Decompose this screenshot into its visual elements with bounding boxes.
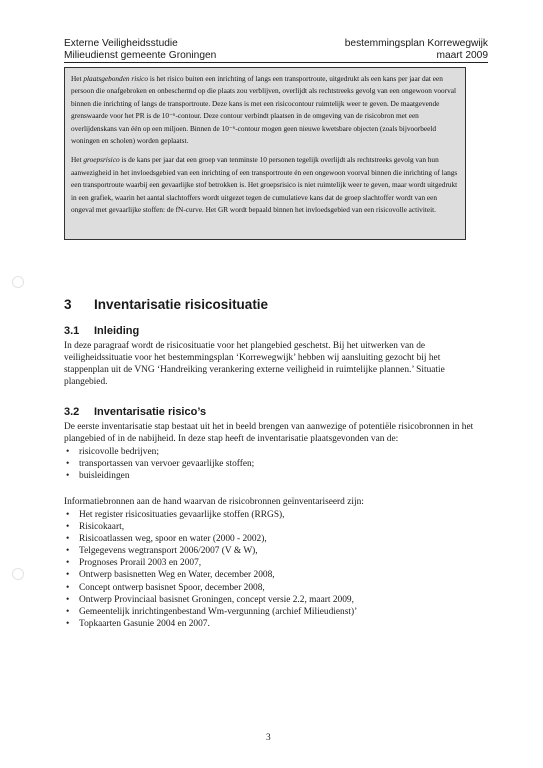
header-plan-title: bestemmingsplan Korrewegwijk xyxy=(344,38,488,49)
list-item: • Het register risicosituaties gevaarlijke stoffen (RRGS), xyxy=(64,509,484,521)
definition-groepsrisico: Het groepsrisico is de kans per jaar dat een groep van tenminste 10 personen tegelijk overlijdt als rechtstreeks gevolg van hun aanwezigheid in het invloedsgebied van een inrichting of een transportroute én een ongewoon voorval binnen die inrichting of langs een transportroute waarbij een gevaarlijke stof betrokken is. Het groepsrisico is niet ruimtelijk weer te geven, maar wordt uitgedrukt in een grafiek, waarin het aantal slachtoffers wordt uitgezet tegen de cumulatieve kans dat de groep slachtoffer wordt van een ongeval met gevaarlijke stoffen: de fN-curve. Het GR wordt bepaald binnen het invloedsgebied van een risicovolle activiteit. xyxy=(71,155,458,215)
punch-hole-top xyxy=(12,276,24,288)
inventarisatie-paragraph: De eerste inventarisatie stap bestaat uit het in beeld brengen van aanwezige of potentiële risicobronnen in het plangebied of in de nabijheid. In deze stap heeft de inventarisatie plaatsgevonden van de: xyxy=(64,422,474,444)
sources-intro: Informatiebronnen aan de hand waarvan de risicobronnen geïnventariseerd zijn: xyxy=(64,497,364,507)
section-heading-inleiding xyxy=(64,325,139,337)
page-header xyxy=(64,38,488,62)
list-item: • Risicokaart, xyxy=(64,521,484,533)
list-item: • Prognoses Prorail 2003 en 2007, xyxy=(64,557,484,569)
inleiding-paragraph: In deze paragraaf wordt de risicosituatie voor het plangebied geschetst. Bij het uitwerken van de veiligheidssituatie voor het bestemmingsplan ‘Korrewegwijk’ hebben wij aansluiting gezocht bij het stappenplan uit de VNG ‘Handreiking verankering externe veiligheid in ruimtelijke plannen.’ Situatie plangebied. xyxy=(64,341,445,387)
information-sources-list xyxy=(64,509,484,630)
list-item: • Ontwerp basisnetten Weg en Water, december 2008, xyxy=(64,569,484,581)
punch-hole-bottom xyxy=(12,568,24,580)
list-item: • risicovolle bedrijven; xyxy=(64,446,484,458)
definition-plaatsgebonden-risico: Het plaatsgebonden risico is het risico buiten een inrichting of langs een transportroute, uitgedrukt als een kans per jaar dat een persoon die onafgebroken en onbeschermd op die plaats zou verblijven, overlijdt als rechtstreeks gevolg van een ongewoon voorval binnen die inrichting of langs de transportroute. Deze kans is met een risicocontour ruimtelijk weer te geven. De maatgevende grenswaarde voor het PR is de 10⁻⁶-contour. Deze contour verbindt plaatsen in de omgeving van de risicobron met een overlijdenskans van één op een miljoen. Binnen de 10⁻⁶-contour mogen geen nieuwe kwetsbare objecten (zoals bijvoorbeeld woningen en scholen) worden geplaatst. xyxy=(71,74,456,146)
header-date: maart 2009 xyxy=(436,50,488,61)
section-number: 3.1 xyxy=(64,325,80,337)
list-item: • transportassen van vervoer gevaarlijke stoffen; xyxy=(64,458,484,470)
term-plaatsgebonden-risico: plaatsgebonden risico xyxy=(83,74,149,83)
list-item: • Topkaarten Gasunie 2004 en 2007. xyxy=(64,618,484,630)
chapter-heading xyxy=(64,297,268,312)
section-title: Inventarisatie risico’s xyxy=(94,406,207,418)
header-study-title: Externe Veiligheidsstudie xyxy=(64,38,178,49)
chapter-number: 3 xyxy=(64,297,72,312)
list-item: • Ontwerp Provinciaal basisnet Groningen, concept versie 2.2, maart 2009, xyxy=(64,594,484,606)
list-item: • Telgegevens wegtransport 2006/2007 (V & W), xyxy=(64,545,484,557)
section-number: 3.2 xyxy=(64,406,80,418)
risk-source-list xyxy=(64,446,484,482)
page-number: 3 xyxy=(266,733,271,743)
term-groepsrisico: groepsrisico xyxy=(83,155,120,165)
section-heading-inventarisatie xyxy=(64,406,206,418)
definition-box xyxy=(64,67,466,240)
header-organisation: Milieudienst gemeente Groningen xyxy=(64,50,217,61)
list-item: • Concept ontwerp basisnet Spoor, december 2008, xyxy=(64,582,484,594)
chapter-title: Inventarisatie risicosituatie xyxy=(94,297,269,312)
list-item: • buisleidingen xyxy=(64,470,484,482)
list-item: • Gemeentelijk inrichtingenbestand Wm-vergunning (archief Milieudienst)’ xyxy=(64,606,484,618)
header-rule xyxy=(64,62,488,63)
section-title: Inleiding xyxy=(94,325,140,337)
list-item: • Risicoatlassen weg, spoor en water (2000 - 2002), xyxy=(64,533,484,545)
